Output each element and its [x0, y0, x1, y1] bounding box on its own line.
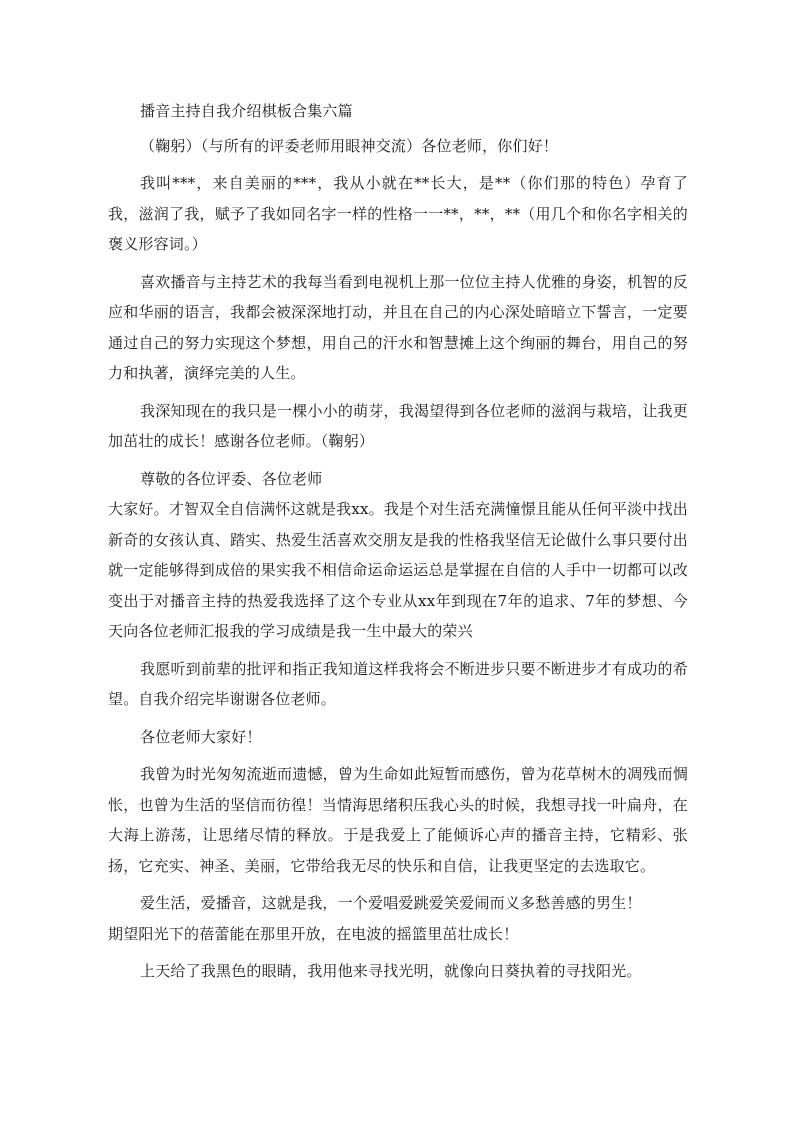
paragraph-passion: 喜欢播音与主持艺术的我每当看到电视机上那一位位主持人优雅的身姿，机智的反应和华丽的语言，我都会被深深地打动，并且在自己的内心深处暗暗立下誓言，一定要通过自己的努力实现这个梦想，用自己的汗水和智慧摊上这个绚丽的舞台，用自己的努力和执著，演绎完美的人生。 — [108, 272, 688, 382]
paragraph-third-body: 我曾为时光匆匆流逝而遗憾，曾为生命如此短暂而感伤，曾为花草树木的凋残而惆怅，也曾为生活的坚信而彷徨！当情海思绪积压我心头的时候，我想寻找一叶扁舟，在大海上游荡，让思绪尽情的释放。于是我爱上了能倾诉心声的播音主持，它精彩、张扬，它充实、神圣、美丽，它带给我无尽的快乐和自信，让我更坚定的去选取它。 — [108, 765, 688, 875]
paragraph-hope: 期望阳光下的蓓蕾能在那里开放，在电波的摇篮里茁壮成长！ — [108, 924, 519, 943]
paragraph-third-greeting: 各位老师大家好！ — [140, 727, 262, 746]
paragraph-opening-greeting: （鞠躬）（与所有的评委老师用眼神交流）各位老师，你们好！ — [140, 136, 559, 155]
paragraph-love-broadcasting: 爱生活，爱播音，这就是我，一个爱唱爱跳爱笑爱闹而义多愁善感的男生！ — [140, 894, 642, 912]
paragraph-second-intro: 大家好。才智双全自信满怀这就是我xx。我是个对生活充满憧憬且能从任何平淡中找出新奇的女孩认真、踏实、热爱生活喜欢交朋友是我的性格我坚信无论做什么事只要付出就一定能够得到成倍的果实我不相信命运命运运总是掌握在自信的人手中一切都可以改变出于对播音主持的热爱我选择了这个专业从xx年到现在7年的追求、7年的梦想、今天向各位老师汇报我的学习成绩是我一生中最大的荣兴 — [108, 500, 688, 640]
document-page — [108, 96, 688, 994]
paragraph-sunflower: 上天给了我黑色的眼睛，我用他来寻找光明，就像向日葵执着的寻找阳光。 — [140, 962, 642, 980]
document-title: 播音主持自我介绍棋板合集六篇 — [140, 102, 353, 120]
paragraph-second-greeting: 尊敬的各位评委、各位老师 — [140, 469, 323, 488]
paragraph-self-intro: 我叫***，来自美丽的***，我从小就在**长大，是**（你们那的特色）孕育了我，滋润了我，赋予了我如同名字一样的性格一一**，**，**（用几个和你名字相关的褒义形容词。） — [108, 174, 688, 253]
paragraph-gratitude: 我深知现在的我只是一棵小小的萌芽，我渴望得到各位老师的滋润与栽培，让我更加茁壮的成长！感谢各位老师。（鞠躬） — [108, 401, 688, 450]
paragraph-second-closing: 我愿听到前辈的批评和指正我知道这样我将会不断进步只要不断进步才有成功的希望。自我介绍完毕谢谢各位老师。 — [108, 659, 688, 708]
